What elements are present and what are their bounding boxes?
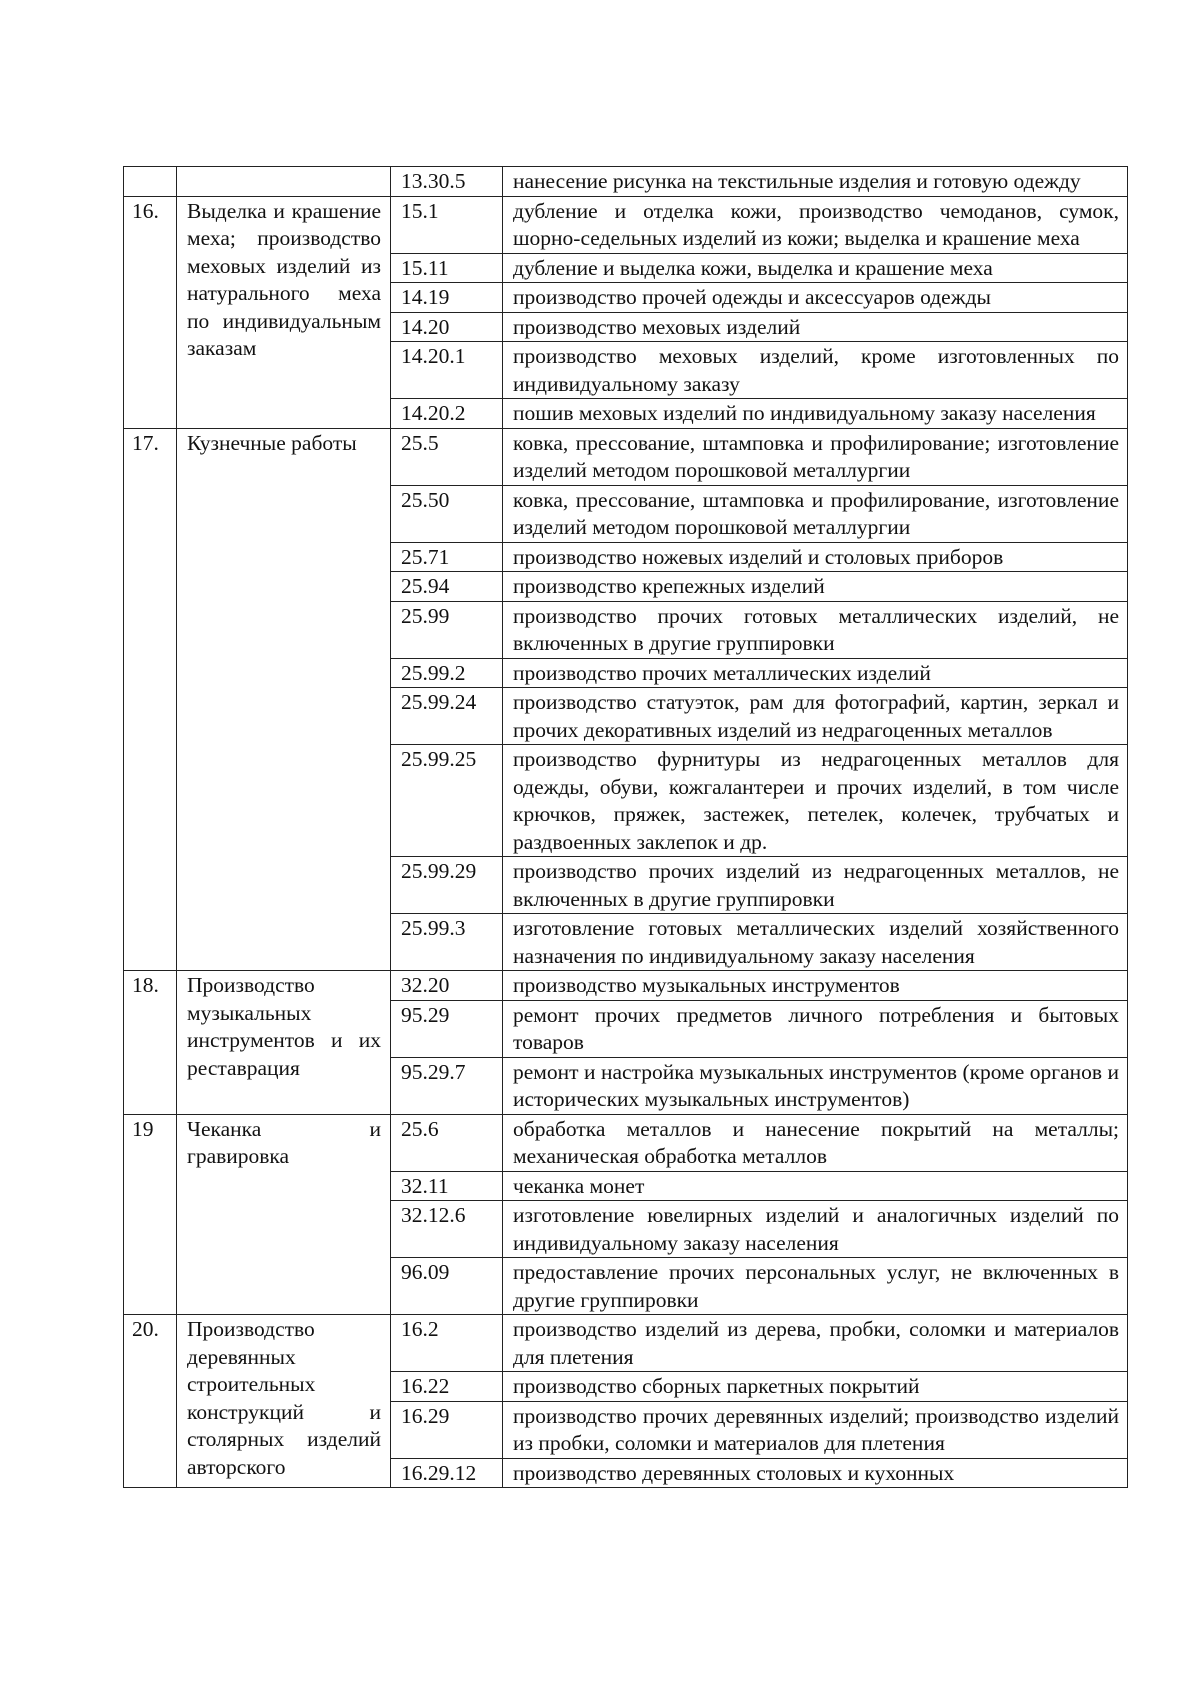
item-number: 20. <box>124 1315 177 1488</box>
code-description: производство прочих металлических изделий <box>503 658 1128 688</box>
item-number: 18. <box>124 971 177 1115</box>
code-description: дубление и выделка кожи, выделка и крашение меха <box>503 253 1128 283</box>
code-description: дубление и отделка кожи, производство чемоданов, сумок, шорно-седельных изделий из кожи; выделка и крашение меха <box>503 196 1128 253</box>
activity-name: Производство деревянных строительных конструкций и столярных изделий авторского <box>177 1315 391 1488</box>
activity-name: Выделка и крашение меха; производство меховых изделий из натурального меха по индивидуальным заказам <box>177 196 391 428</box>
okved-code: 32.11 <box>391 1171 503 1201</box>
okved-code: 15.11 <box>391 253 503 283</box>
table-row <box>124 971 1128 1001</box>
code-description: нанесение рисунка на текстильные изделия и готовую одежду <box>503 167 1128 197</box>
code-description: производство статуэток, рам для фотографий, картин, зеркал и прочих декоративных изделий из недрагоценных металлов <box>503 688 1128 745</box>
okved-code: 25.99.25 <box>391 745 503 857</box>
okved-code: 14.20 <box>391 312 503 342</box>
table-row <box>124 428 1128 485</box>
code-description: ковка, прессование, штамповка и профилирование; изготовление изделий методом порошковой металлургии <box>503 428 1128 485</box>
activity-name: Кузнечные работы <box>177 428 391 971</box>
code-description: производство деревянных столовых и кухонных <box>503 1458 1128 1488</box>
okved-code: 95.29 <box>391 1000 503 1057</box>
activity-name: Чеканка и гравировка <box>177 1114 391 1315</box>
activity-name: Производство музыкальных инструментов и их реставрация <box>177 971 391 1115</box>
table-body <box>124 167 1128 1488</box>
table-row <box>124 1315 1128 1372</box>
code-description: ремонт и настройка музыкальных инструментов (кроме органов и исторических музыкальных инструментов) <box>503 1057 1128 1114</box>
code-description: производство ножевых изделий и столовых приборов <box>503 542 1128 572</box>
okved-code: 25.99.2 <box>391 658 503 688</box>
item-number <box>124 167 177 197</box>
okved-code: 95.29.7 <box>391 1057 503 1114</box>
code-description: производство прочих готовых металлических изделий, не включенных в другие группировки <box>503 601 1128 658</box>
activity-name <box>177 167 391 197</box>
item-number: 16. <box>124 196 177 428</box>
okved-code: 16.29 <box>391 1401 503 1458</box>
okved-code: 32.12.6 <box>391 1201 503 1258</box>
okved-code: 25.99.3 <box>391 914 503 971</box>
okved-code: 14.20.2 <box>391 399 503 429</box>
okved-code: 96.09 <box>391 1258 503 1315</box>
okved-code: 25.99.29 <box>391 857 503 914</box>
okved-code: 13.30.5 <box>391 167 503 197</box>
code-description: производство прочих деревянных изделий; производство изделий из пробки, соломки и материалов для плетения <box>503 1401 1128 1458</box>
code-description: производство прочих изделий из недрагоценных металлов, не включенных в другие группировки <box>503 857 1128 914</box>
activity-codes-table <box>123 166 1128 1488</box>
okved-code: 15.1 <box>391 196 503 253</box>
okved-code: 32.20 <box>391 971 503 1001</box>
okved-code: 25.71 <box>391 542 503 572</box>
table-row <box>124 167 1128 197</box>
item-number: 19 <box>124 1114 177 1315</box>
code-description: изготовление ювелирных изделий и аналогичных изделий по индивидуальному заказу населения <box>503 1201 1128 1258</box>
okved-code: 25.99 <box>391 601 503 658</box>
okved-code: 14.20.1 <box>391 342 503 399</box>
code-description: пошив меховых изделий по индивидуальному заказу населения <box>503 399 1128 429</box>
item-number: 17. <box>124 428 177 971</box>
okved-code: 25.50 <box>391 485 503 542</box>
code-description: производство сборных паркетных покрытий <box>503 1372 1128 1402</box>
okved-code: 14.19 <box>391 283 503 313</box>
okved-code: 16.2 <box>391 1315 503 1372</box>
okved-code: 25.5 <box>391 428 503 485</box>
code-description: производство меховых изделий, кроме изготовленных по индивидуальному заказу <box>503 342 1128 399</box>
okved-code: 25.99.24 <box>391 688 503 745</box>
table-row <box>124 196 1128 253</box>
code-description: производство меховых изделий <box>503 312 1128 342</box>
okved-code: 16.29.12 <box>391 1458 503 1488</box>
code-description: ремонт прочих предметов личного потребления и бытовых товаров <box>503 1000 1128 1057</box>
table-row <box>124 1114 1128 1171</box>
code-description: обработка металлов и нанесение покрытий на металлы; механическая обработка металлов <box>503 1114 1128 1171</box>
code-description: изготовление готовых металлических изделий хозяйственного назначения по индивидуальному заказу населения <box>503 914 1128 971</box>
okved-code: 25.6 <box>391 1114 503 1171</box>
code-description: производство крепежных изделий <box>503 572 1128 602</box>
okved-code: 16.22 <box>391 1372 503 1402</box>
code-description: ковка, прессование, штамповка и профилирование, изготовление изделий методом порошковой металлургии <box>503 485 1128 542</box>
code-description: производство музыкальных инструментов <box>503 971 1128 1001</box>
code-description: чеканка монет <box>503 1171 1128 1201</box>
code-description: производство прочей одежды и аксессуаров одежды <box>503 283 1128 313</box>
code-description: производство фурнитуры из недрагоценных металлов для одежды, обуви, кожгалантереи и прочих изделий, в том числе крючков, пряжек, застежек, петелек, колечек, трубчатых и раздвоенных заклепок и др. <box>503 745 1128 857</box>
code-description: предоставление прочих персональных услуг, не включенных в другие группировки <box>503 1258 1128 1315</box>
okved-code: 25.94 <box>391 572 503 602</box>
code-description: производство изделий из дерева, пробки, соломки и материалов для плетения <box>503 1315 1128 1372</box>
